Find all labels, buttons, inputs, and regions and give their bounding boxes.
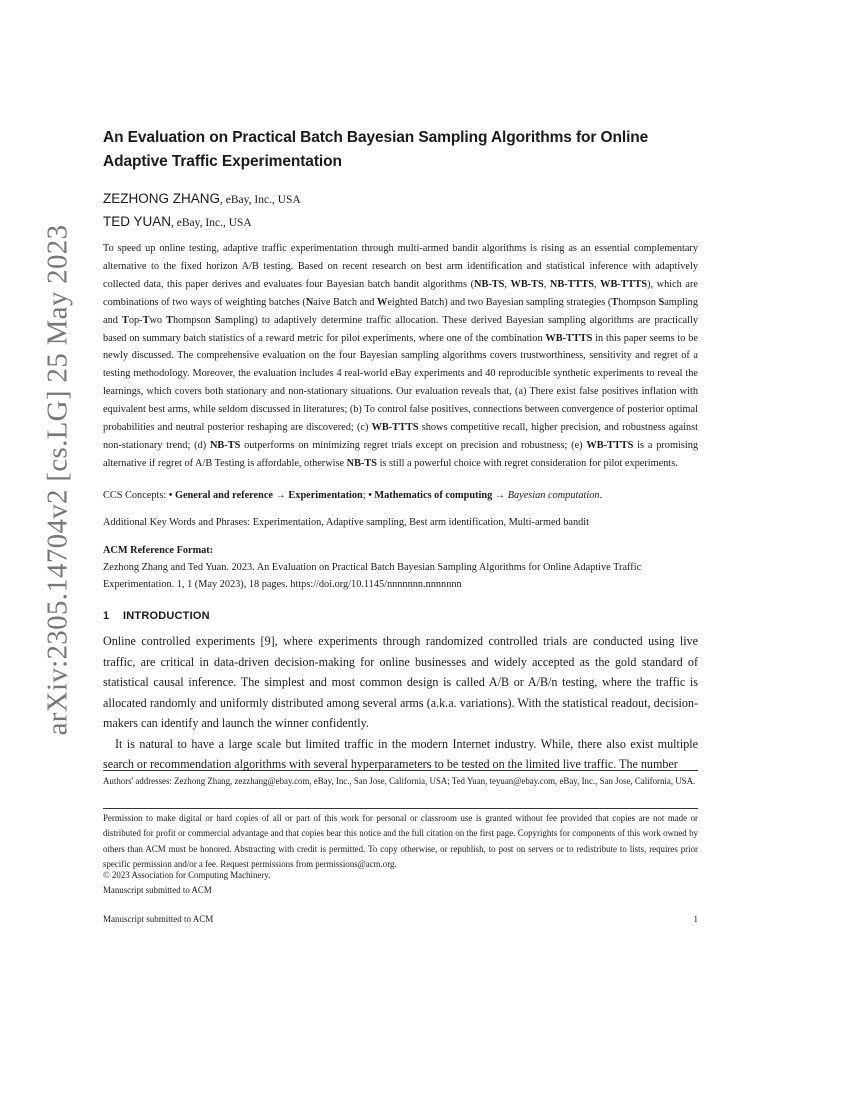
abstract-text: , (504, 278, 511, 290)
author-affiliation: , eBay, Inc., USA (220, 194, 301, 206)
acronym-letter: T (121, 314, 129, 326)
footnote-divider (103, 808, 698, 809)
section-heading (103, 610, 698, 622)
abstract-text: is a promising alternative if regret of A/B Testing is affordable, otherwise (103, 439, 698, 469)
ccs-category: • General and reference (168, 490, 273, 501)
acm-reference-text: Zezhong Zhang and Ted Yuan. 2023. An Evaluation on Practical Batch Bayesian Sampling Algorithms for Online Adaptive Traffic Experimentation. 1, 1 (May 2023), 18 pages. https://doi.org/10.1145/nnnnnnn.nnnnnnn (103, 562, 642, 590)
footer-left: Manuscript submitted to ACM (103, 914, 214, 924)
arrow-icon: → (272, 490, 289, 501)
acronym-letter: WB-TTTS (545, 332, 593, 344)
acronym-letter: W (377, 296, 388, 308)
abstract-text: is still a powerful choice with regret consideration for pilot experiments. (377, 457, 678, 469)
abstract-text: outperforms on minimizing regret trials except on precision and robustness; (e) (240, 439, 587, 451)
ccs-item: Bayesian computation (507, 490, 600, 501)
abstract-text: To speed up online testing, adaptive traffic experimentation through multi-armed bandit algorithms is rising as an essential complementary alternative to the fixed horizon A/B testing. Based on recent research on best arm identification and statistical inference with adaptively collected data, this paper derives and evaluates four Bayesian batch bandit algorithms ( (103, 243, 698, 290)
manuscript-line: Manuscript submitted to ACM (103, 885, 212, 895)
acronym-letter: S (214, 314, 221, 326)
ccs-label: CCS Concepts: (103, 490, 169, 501)
abstract-text: shows competitive recall, higher precision, and robustness against non-stationary trend; (d) (103, 422, 698, 451)
acronym-letter: T (611, 296, 619, 308)
ccs-separator: ; (362, 490, 369, 501)
ccs-category: • Mathematics of computing (368, 490, 493, 501)
author-list (103, 188, 698, 234)
permission-notice: Permission to make digital or hard copies of all or part of this work for personal or classroom use is granted without fee provided that copies are not made or distributed for profit or commercial advantage and that copies bear this notice and the full citation on the first page. Copyrights for components of this work owned by others than ACM must be honored. Abstracting with credit is permitted. To copy otherwise, or republish, to post on servers or to redistribute to lists, requires prior specific permission and/or a fee. Request permissions from permissions@acm.org. (103, 813, 698, 869)
algo-name: NB-TS (209, 439, 241, 451)
section-title: INTRODUCTION (123, 610, 210, 622)
acronym-letter: T (142, 314, 150, 326)
algo-name: WB-TTTS (371, 422, 419, 434)
algo-name: NB-TS (346, 457, 377, 469)
author-name: TED YUAN (103, 214, 172, 229)
algo-name: WB-TTTS (586, 439, 634, 451)
acronym-letter: T (166, 314, 174, 326)
arxiv-identifier: arXiv:2305.14704v2 [cs.LG] 25 May 2023 (41, 224, 74, 736)
ccs-concepts (103, 490, 698, 501)
author-name: ZEZHONG ZHANG (103, 191, 220, 206)
section-number: 1 (103, 610, 110, 622)
ccs-end: . (599, 490, 603, 501)
abstract-text: hompson (173, 314, 215, 326)
algo-name: WB-TS (510, 278, 544, 290)
abstract-text: in this paper seems to be newly discussed. The comprehensive evaluation on the four Bayesian sampling algorithms covers trustworthiness, sensitivity and regret of a testing methodology. Moreover, the evaluation includes 4 real-world eBay experiments and 40 reproducible synthetic experiments to reveal the learnings, which covers both stationary and non-stationary situations. Our evaluation reveals that, (a) There exist false positives inflation with equivalent best arms, while seldom discussed in literatures; (b) To control false positives, connections between convergence of posterior optimal probabilities and neutral posterior reshaping are discovered; (c) (103, 332, 698, 434)
abstract-text: , (593, 278, 601, 290)
copyright-line: © 2023 Association for Computing Machinery. (103, 870, 271, 880)
footnote-divider (103, 770, 698, 771)
page-number: 1 (693, 914, 698, 924)
abstract-text: hompson (618, 296, 659, 308)
page-footer (103, 914, 698, 924)
ccs-item: Experimentation (288, 490, 363, 501)
arrow-icon: → (492, 490, 508, 501)
authors-addresses: Authors' addresses: Zezhong Zhang, zezzhang@ebay.com, eBay, Inc., San Jose, California, USA; Ted Yuan, teyuan@ebay.com, eBay, Inc., San Jose, California, USA. (103, 776, 696, 786)
abstract-text: ampling) to adaptively determine traffic allocation. These derived Bayesian sampling algorithms are practically based on summary batch statistics of a reward metric for pilot experiments, where one of the combination (103, 314, 698, 344)
paragraph: It is natural to have a large scale but limited traffic in the modern Internet industry. While, there also exist multiple search or recommendation algorithms with several hyperparameters to be tested on the limited live traffic. The number (103, 736, 698, 771)
abstract-text: ), which are combinations of two ways of weighting batches ( (103, 278, 698, 308)
algo-name: NB-TTTS (549, 278, 594, 290)
algo-name: NB-TS (474, 278, 505, 290)
paragraph: Online controlled experiments [9], where experiments through randomized controlled trials are conducted using live traffic, are critical in data-driven decision-making for online businesses and widely accepted as the gold standard of statistical causal inference. The simplest and most common design is called A/B or A/B/n testing, where the traffic is allocated randomly and uniformly distributed among several arms (a.k.a. variations). With the statistical readout, decision-makers can identify and launch the winner confidently. (103, 634, 698, 730)
keywords: Additional Key Words and Phrases: Experimentation, Adaptive sampling, Best arm identification, Multi-armed bandit (103, 517, 589, 528)
acronym-letter: S (658, 296, 665, 308)
abstract-text: ampling and (103, 296, 698, 326)
author-affiliation: , eBay, Inc., USA (171, 217, 252, 229)
author-2 (103, 211, 698, 234)
introduction-body (103, 631, 698, 775)
abstract-text: , (543, 278, 550, 290)
abstract-text: wo (149, 314, 167, 326)
abstract-text: eighted Batch) and two Bayesian sampling strategies ( (387, 296, 612, 308)
abstract-text: op- (128, 314, 143, 326)
abstract-text: aive Batch and (313, 296, 378, 308)
copyright-block (103, 868, 698, 898)
acronym-letter: N (305, 296, 314, 308)
acm-reference-heading: ACM Reference Format: (103, 545, 214, 556)
paper-title: An Evaluation on Practical Batch Bayesian Sampling Algorithms for Online Adaptive Traffic Experimentation (103, 129, 649, 170)
abstract (103, 240, 698, 473)
acm-reference (103, 542, 698, 593)
author-1 (103, 188, 698, 211)
algo-name: WB-TTTS (600, 278, 648, 290)
